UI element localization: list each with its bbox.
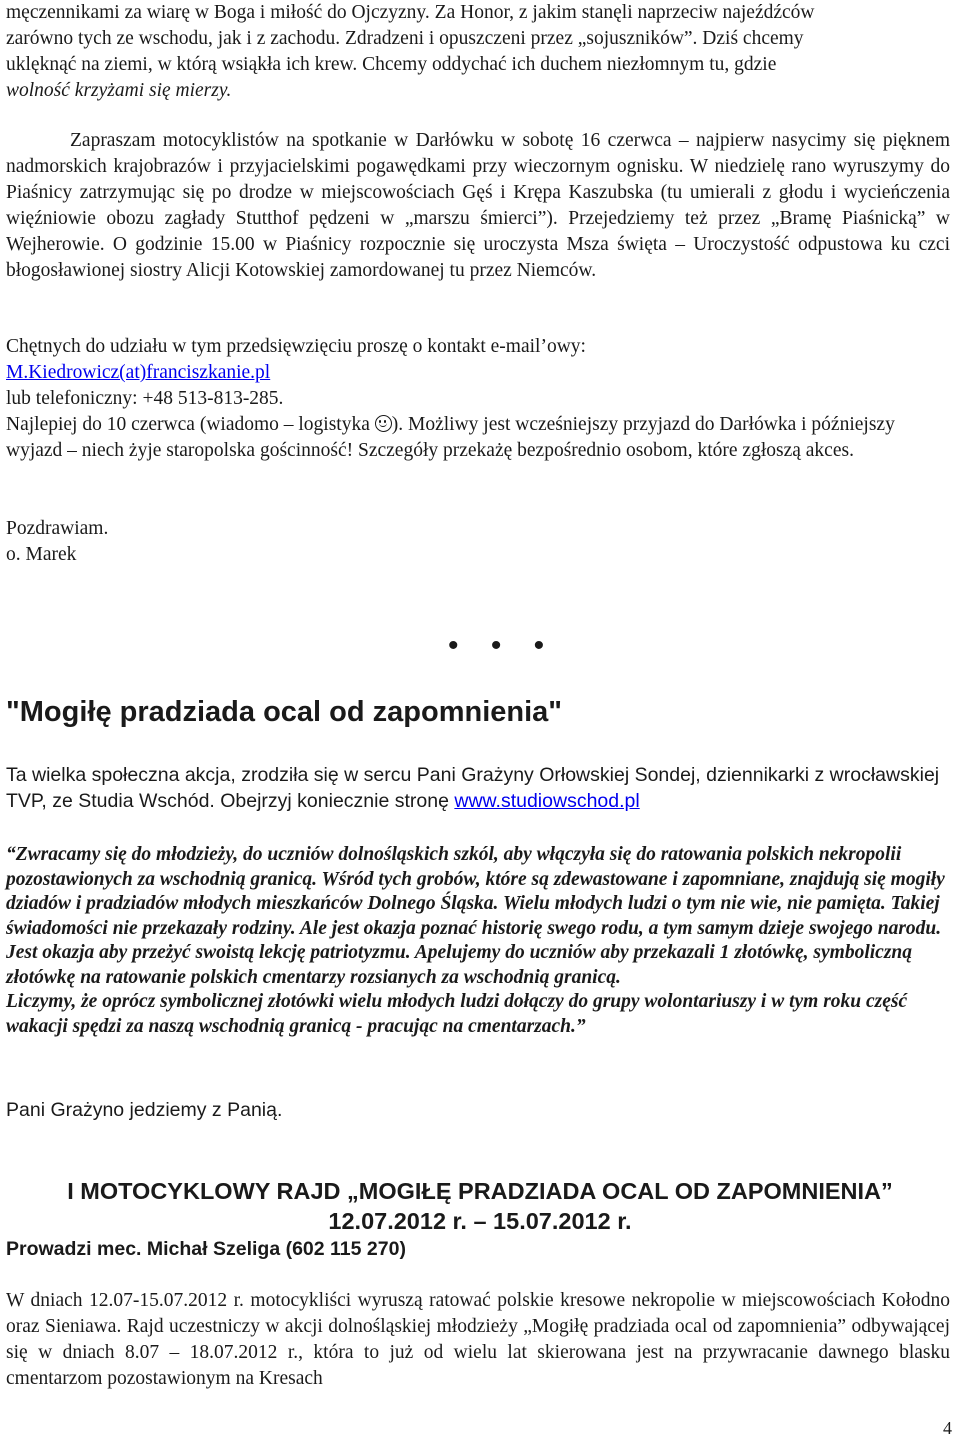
rally-title: I MOTOCYKLOWY RAJD „MOGIŁĘ PRADZIADA OCAL OD ZAPOMNIENIA” [67, 1178, 893, 1204]
invitation-paragraph: Zapraszam motocyklistów na spotkanie w Darłówku w sobotę 16 czerwca – najpierw nasycimy się pięknem nadmorskich krajobrazów i przyjacielskimi pogawędkami przy wieczornym ognisku. W niedzielę rano wyruszymy do Piaśnicy zatrzymując się po drodze w miejscowościach Gęś i Krępa Kaszubska (tu umierali z głodu i wycieńczenia więźniowie obozu zagłady Stutthof pędzeni w „marszu śmierci”). Przejedziemy też przez „Bramę Piaśnicką” w Wejherowie. O godzinie 15.00 w Piaśnicy rozpocznie się uroczysta Msza święta – Uroczystość odpustowa ku czci błogosławionej siostry Alicji Kotowskiej zamordowanej tu przez Niemców. [6, 130, 950, 281]
intro-line-3: uklęknąć na ziemi, w którą wsiąkła ich krew. Chcemy oddychać ich duchem niezłomnym tu, gdzie [6, 54, 777, 75]
email-link[interactable]: M.Kiedrowicz(at)franciszkanie.pl [6, 362, 271, 383]
page-number: 4 [943, 1418, 952, 1438]
deadline-text: Najlepiej do 10 czerwca (wiadomo – logistyka [6, 414, 375, 435]
rally-description: W dniach 12.07-15.07.2012 r. motocykliści wyruszą ratować polskie kresowe nekropolie w miejscowościach Kołodno oraz Sieniawa. Rajd uczestniczy w akcji dolnośląskiej młodzieży „Mogiłę pradziada ocal od zapomnienia” odbywającej się w dniach 8.07 – 18.07.2012 r., która to już od wielu lat skierowana jest na przywracanie dawnego blasku cmentarzom pozostawionym na Kresach [6, 1290, 950, 1389]
contact-block [6, 334, 950, 464]
section-heading: "Mogiłę pradziada ocal od zapomnienia" [6, 696, 563, 728]
signoff-name: o. Marek [6, 544, 77, 565]
contact-phone: lub telefoniczny: +48 513-813-285. [6, 388, 284, 409]
intro-line-2: zarówno tych ze wschodu, jak i z zachodu. Zdradzeni i opuszczeni przez „sojuszników”. Dziś chcemy [6, 28, 804, 49]
rally-leader: Prowadzi mec. Michał Szeliga (602 115 270) [6, 1238, 406, 1260]
contact-deadline [6, 412, 950, 464]
separator-dots: • • • [448, 629, 557, 662]
intro-line-4: wolność krzyżami się mierzy. [6, 80, 232, 101]
signoff [6, 516, 950, 568]
smiley-icon [375, 415, 392, 432]
appeal-quote [6, 843, 950, 1039]
section-intro-text: Ta wielka społeczna akcja, zrodziła się w sercu Pani Grażyny Orłowskiej Sondej, dziennikarki z wrocławskiej TVP, ze Studia Wschód. Obejrzyj koniecznie stronę [6, 764, 940, 812]
rally-dates: 12.07.2012 r. – 15.07.2012 r. [328, 1208, 632, 1234]
studiowschod-link[interactable]: www.studiowschod.pl [454, 790, 640, 812]
closing-line: Pani Grażyno jedziemy z Panią. [6, 1099, 283, 1121]
signoff-greeting: Pozdrawiam. [6, 518, 109, 539]
section-intro [6, 762, 950, 814]
intro-paragraph [6, 0, 950, 104]
contact-request: Chętnych do udziału w tym przedsięwzięciu proszę o kontakt e-mail’owy: [6, 336, 586, 357]
intro-line-1: męczennikami za wiarę w Boga i miłość do Ojczyzny. Za Honor, z jakim stanęli naprzeciw najeźdźców [6, 2, 815, 23]
deadline-text-continued: ). Możliwy jest wcześniejszy przyjazd do Darłówka i późniejszy wyjazd – niech żyje staropolska gościnność! Szczegóły przekażę bezpośrednio osobom, które zgłoszą akces. [6, 414, 895, 461]
appeal-quote-part-1: “Zwracamy się do młodzieży, do uczniów dolnośląskich szkól, aby włączyła się do ratowania polskich nekropolii pozostawionych za wschodnią granicą. Wśród tych grobów, które są zdewastowane i zapomniane, znajdują się mogiły dziadów i pradziadów młodych mieszkańców Dolnego Śląska. Wielu młodych ludzi o tym nie wie, nie pamięta. Takiej świadomości nie przekazały rodziny. Ale jest okazja poznać historię swego rodu, a tym samym dzieje swojego narodu. Jest okazja aby przeżyć swoistą lekcję patriotyzmu. Apelujemy do uczniów aby przekazali 1 złotówkę, symboliczną złotówkę na ratowanie polskich cmentarzy rozsianych za wschodnią granicą. [6, 844, 945, 988]
appeal-quote-part-2: Liczymy, że oprócz symbolicznej złotówki wielu młodych ludzi dołączy do grupy wolontariuszy i w tym roku część wakacji spędzi za naszą wschodnią granicą - pracując na cmentarzach.” [6, 991, 908, 1037]
